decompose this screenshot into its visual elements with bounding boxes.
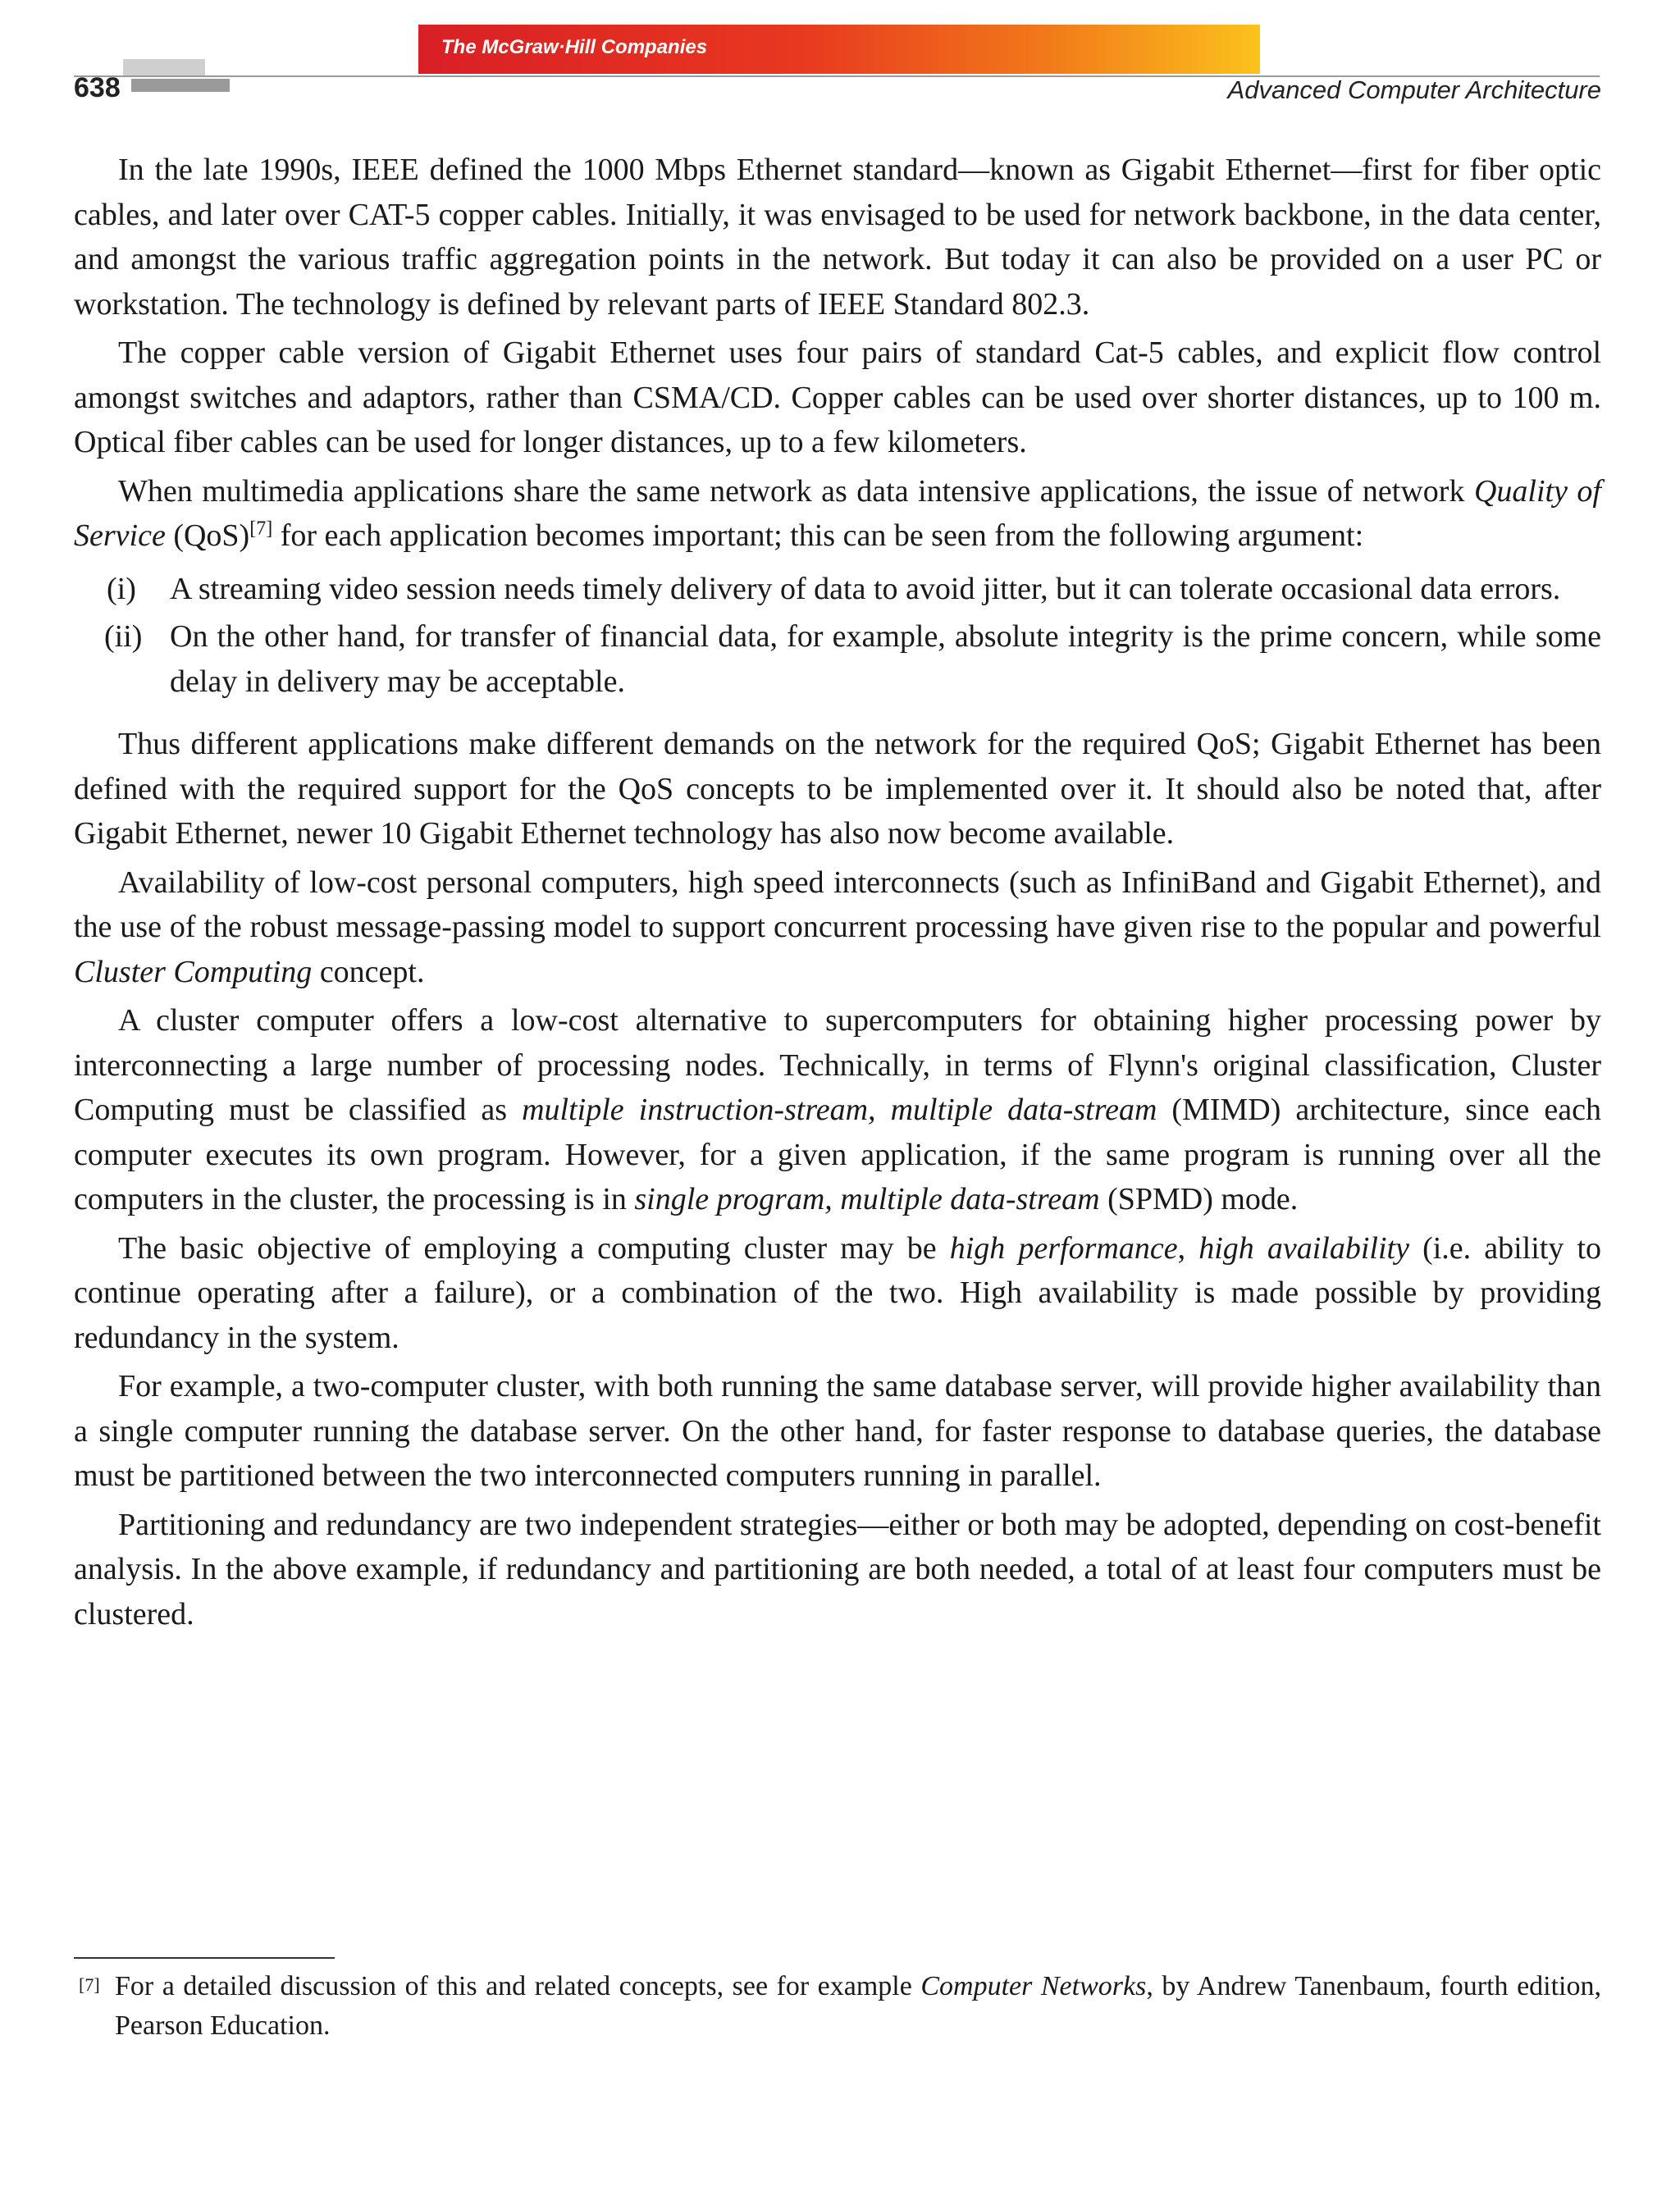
footnote-mark: [7] — [79, 1974, 100, 1995]
footnote-reference[interactable]: [7] — [249, 518, 273, 540]
footnote-text: , by Andrew Tanenbaum, fourth edition, Pearson Education. — [115, 1971, 1601, 2041]
list-item — [74, 567, 1601, 612]
paragraph-text: Partitioning and redundancy are two independent strategies—either or both may be adopted, depending on cost-benefit analysis. In the above example, if redundancy and partitioning are both needed, a total of at least four computers must be clustered. — [74, 1507, 1601, 1631]
footnote — [74, 1967, 1601, 2046]
paragraph-text: , — [1177, 1230, 1199, 1266]
paragraph-text: for each application becomes important; this can be seen from the following argument: — [272, 518, 1364, 553]
emphasis-text: multiple instruction-stream, multiple data-stream — [522, 1093, 1157, 1127]
paragraph-qos — [74, 469, 1601, 559]
page-number: 638 — [74, 72, 121, 103]
paragraph-copper-cable — [74, 331, 1601, 465]
footnote-text: For a detailed discussion of this and related concepts, see for example — [115, 1971, 921, 2001]
paragraph-text: For example, a two-computer cluster, with both running the same database server, will provide higher availability than a single computer running the database server. On the other hand, for faster response to database queries, the database must be partitioned between the two interconnected computers running in parallel. — [74, 1369, 1601, 1493]
emphasis-text: high performance — [949, 1230, 1178, 1266]
paragraph-text: When multimedia applications share the same network as data intensive applications, the issue of network — [118, 473, 1474, 509]
paragraph-text: In the late 1990s, IEEE defined the 1000 Mbps Ethernet standard—known as Gigabit Ethernet—first for fiber optic cables, and later over CAT-5 copper cables. Initially, it was envisaged to be used for network backbone, in the data center, and amongst the various traffic aggregation points in the network. But today it can also be provided on a user PC or workstation. The technology is defined by relevant parts of IEEE Standard 802.3. — [74, 153, 1601, 322]
paragraph-text: (i.e. ability to continue operating after a failure), or a combination of the two. High availability is made possible by providing redundancy in the system. — [74, 1230, 1602, 1355]
header-decoration-bar — [123, 59, 205, 77]
list-item-text: On the other hand, for transfer of financial data, for example, absolute integrity is the prime concern, while some delay in delivery may be acceptable. — [170, 619, 1601, 699]
paragraph-text: A cluster computer offers a low-cost alternative to supercomputers for obtaining higher processing power by interconnecting a large number of processing nodes. Technically, in terms of Flynn's original classification, Cluster Computing must be classified as — [74, 1003, 1601, 1127]
paragraph-text: concept. — [312, 954, 425, 989]
footnote-rule — [74, 1957, 335, 1959]
paragraph-gigabit-intro — [74, 148, 1601, 326]
paragraph-text: The copper cable version of Gigabit Ethernet uses four pairs of standard Cat-5 cables, and explicit flow control amongst switches and adaptors, rather than CSMA/CD. Copper cables can be used over shorter distances, up to 100 m. Optical fiber cables can be used for longer distances, up to a few kilometers. — [74, 335, 1601, 459]
paragraph-qos-demands — [74, 722, 1601, 856]
emphasis-text: Quality of Service — [74, 473, 1601, 553]
list-marker: (i) — [107, 571, 136, 606]
publisher-logo-text: The McGraw·Hill Companies — [441, 36, 708, 58]
paragraph-text: The basic objective of employing a computing cluster may be — [118, 1230, 950, 1266]
paragraph-cluster-mimd — [74, 998, 1601, 1222]
paragraph-text: (SPMD) mode. — [1099, 1182, 1299, 1216]
paragraph-text: Availability of low-cost personal computers, high speed interconnects (such as InfiniBand and Gigabit Ethernet), and the use of the robust message-passing model to support concurrent processing have given rise to the popular and powerful — [74, 865, 1601, 944]
header-decoration-bar — [131, 79, 230, 92]
running-book-title: Advanced Computer Architecture — [1227, 75, 1601, 104]
paragraph-text: (QoS) — [165, 518, 250, 553]
paragraph-partitioning — [74, 1503, 1601, 1637]
footnote-book-title: Computer Networks — [920, 1971, 1147, 2001]
emphasis-text: high availability — [1198, 1230, 1409, 1266]
paragraph-text: (MIMD) architecture, since each computer executes its own program. However, for a given application, if the same program is running over all the computers in the cluster, the processing is in — [74, 1093, 1601, 1216]
paragraph-cluster-computing — [74, 860, 1601, 995]
list-marker: (ii) — [104, 619, 143, 654]
footnote-body — [74, 1967, 1601, 2046]
emphasis-text: Cluster Computing — [74, 954, 313, 989]
list-item — [74, 614, 1601, 704]
paragraph-cluster-objective — [74, 1226, 1601, 1361]
paragraph-text: Thus different applications make different demands on the network for the required QoS; Gigabit Ethernet has been defined with the required support for the QoS concepts to be implemented over it. It should also be noted that, after Gigabit Ethernet, newer 10 Gigabit Ethernet technology has also now become available. — [74, 727, 1601, 851]
page-header — [0, 0, 1680, 123]
paragraph-two-computer-example — [74, 1364, 1601, 1499]
emphasis-text: single program, multiple data-stream — [634, 1182, 1100, 1216]
page-body — [74, 148, 1601, 1641]
qos-argument-list — [74, 567, 1601, 705]
list-item-text: A streaming video session needs timely delivery of data to avoid jitter, but it can tolerate occasional data errors. — [170, 571, 1561, 606]
publisher-banner — [418, 25, 1260, 74]
